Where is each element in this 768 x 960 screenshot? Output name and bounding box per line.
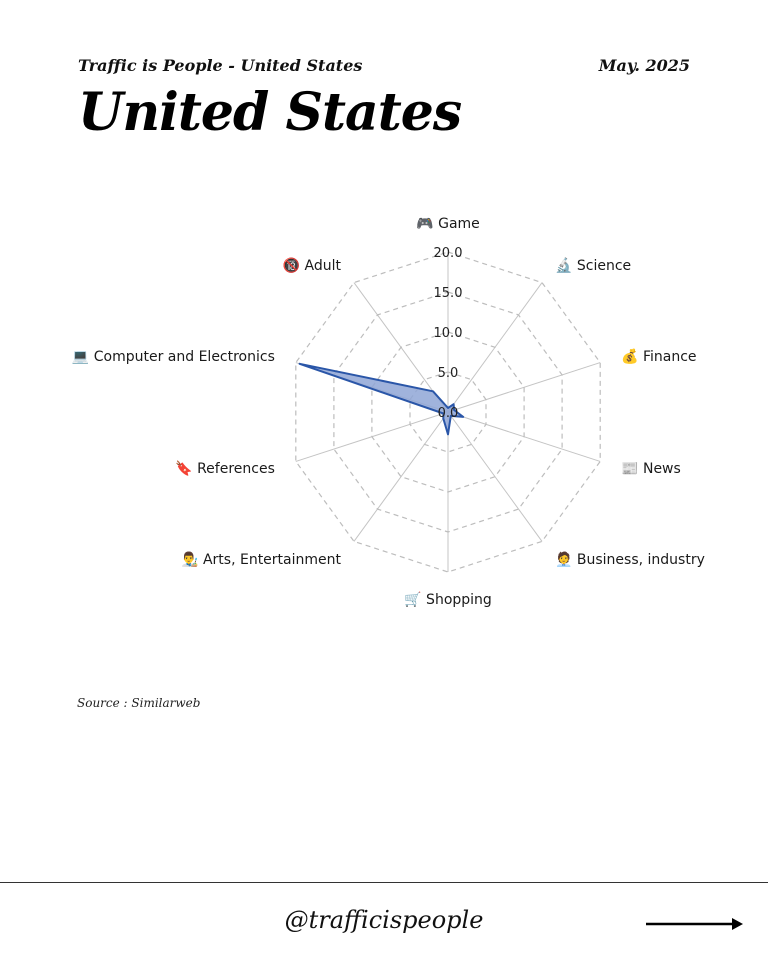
radar-spoke xyxy=(448,363,600,412)
footer-divider xyxy=(0,882,768,883)
axis-label: 🎮 Game xyxy=(416,216,480,232)
tick-label: 15.0 xyxy=(433,286,463,301)
footer-handle: @trafficispeople xyxy=(284,906,484,934)
radar-category-labels xyxy=(72,216,705,608)
header-subtitle: Traffic is People - United States xyxy=(78,56,363,75)
axis-label: 📰 News xyxy=(621,461,681,478)
page-title: United States xyxy=(78,82,462,143)
radar-spoke xyxy=(448,412,542,541)
axis-label: 🔬 Science xyxy=(555,257,632,274)
axis-label: 🔖 References xyxy=(175,461,275,478)
axis-label: 🛒 Shopping xyxy=(404,592,492,608)
header-date: May. 2025 xyxy=(598,56,690,75)
arrow-right-icon[interactable] xyxy=(646,914,746,934)
tick-label: 10.0 xyxy=(433,326,463,341)
tick-label: 5.0 xyxy=(437,366,459,381)
axis-label: 💰 Finance xyxy=(621,348,697,365)
tick-label: 0.0 xyxy=(437,406,459,421)
axis-label: 🔞 Adult xyxy=(282,257,341,274)
radar-spoke xyxy=(354,412,448,541)
axis-label: 👨‍🎨 Arts, Entertainment xyxy=(181,552,341,569)
axis-label: 🧑‍💼 Business, industry xyxy=(555,552,705,569)
tick-label: 20.0 xyxy=(433,246,463,261)
source-note: Source : Similarweb xyxy=(77,696,201,710)
axis-label: 💻 Computer and Electronics xyxy=(71,348,275,365)
